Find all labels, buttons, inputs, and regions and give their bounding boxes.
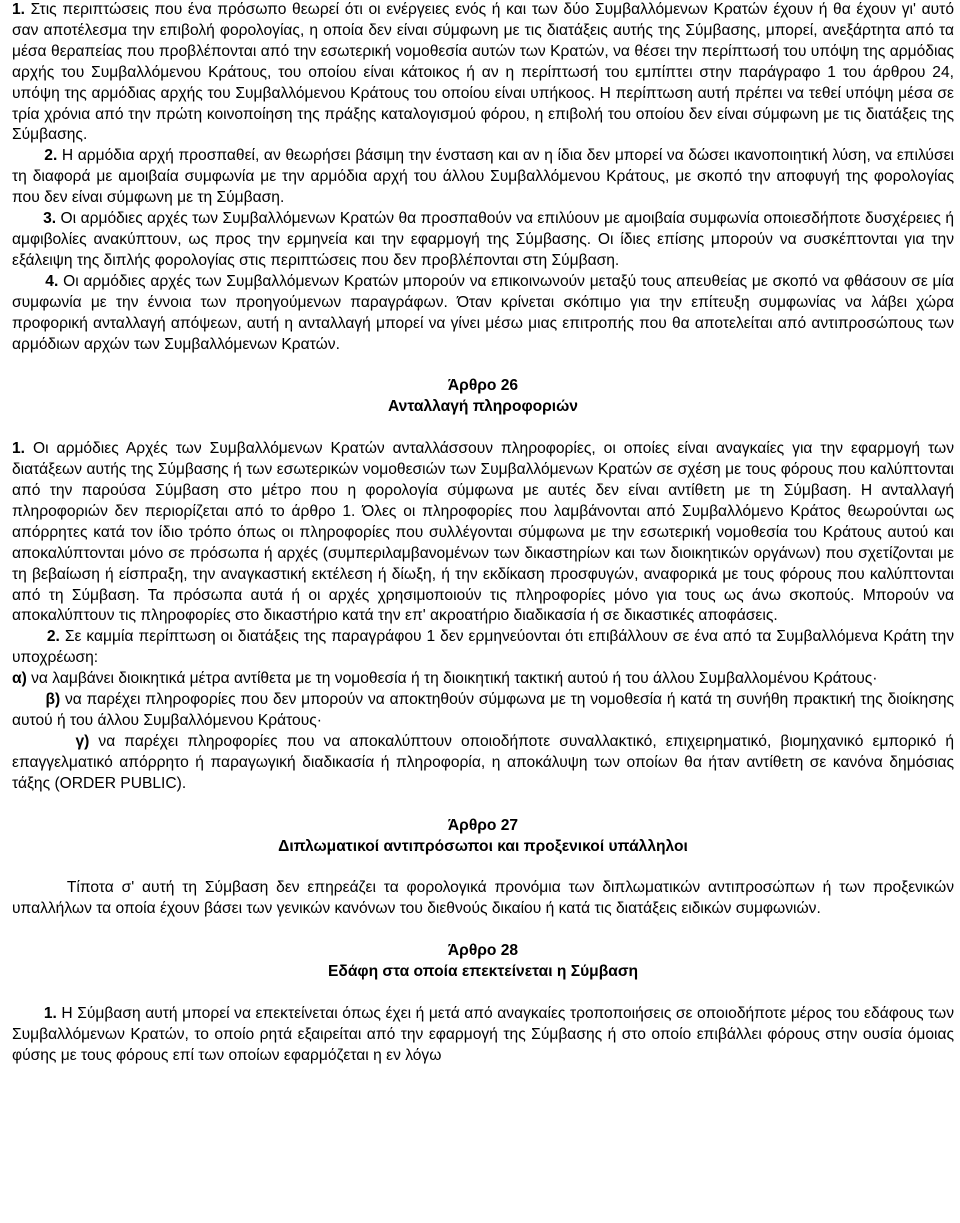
para-number: 1. [43,1005,57,1023]
para-text: Οι αρμόδιες αρχές των Συμβαλλόμενων Κρατών μπορούν να επικοινωνούν μεταξύ τους απευθείας με σκοπό να φθάσουν σε μία συμφωνία με την έννοια των προηγούμενων παραγράφων. Όταν κρίνεται σκόπιμο για την επίτευξη συμφωνίας να λάβει χώρα προφορική ανταλλαγή απόψεων, αυτή η ανταλλαγή μπορεί να γίνει μέσω μιας επιτροπής που θα αποτελείται από αντιπροσώπους των αρμόδιων αρχών των Συμβαλλόμενων Κρατών. [12,272,954,353]
para-number: 1. [12,440,26,458]
art25-para-4 [12,272,954,356]
item-text: να παρέχει πληροφορίες που δεν μπορούν να αποκτηθούν σύμφωνα με τη νομοθεσία ή κατά τη συνήθη πρακτική της διοίκησης αυτού ή του άλλου Συμβαλλόμενου Κράτους· [12,691,955,729]
spacer [12,418,954,439]
para-number: 2. [44,147,58,165]
para-text: Οι αρμόδιες αρχές των Συμβαλλόμενων Κρατών θα προσπαθούν να επιλύουν με αμοιβαία συμφωνία οποιεσδήποτε δυσχέρειες ή αμφιβολίες ανακύπτουν, ως προς την ερμηνεία και την εφαρμογή της Σύμβασης. Οι ίδιες επίσης μπορούν να συσκέπτονται για την εξάλειψη της διπλής φορολογίας στις περιπτώσεις που δεν προβλέπονται στη Σύμβαση. [12,210,954,269]
art25-para-2 [12,146,954,209]
spacer [12,983,954,1004]
article-26-title: Άρθρο 26 [447,377,519,395]
spacer [12,355,954,376]
article-28-subtitle: Εδάφη στα οποία επεκτείνεται η Σύμβαση [327,963,639,981]
art28-para-1 [12,1004,954,1067]
art26-item-b [12,690,954,732]
para-text: Η Σύμβαση αυτή μπορεί να επεκτείνεται όπως έχει ή μετά από αναγκαίες τροποποιήσεις σε οποιοδήποτε μέρος του εδάφους των Συμβαλλόμενων Κρατών, το οποίο ρητά εξαιρείται από την εφαρμογή της Σύμβασης ή στο οποίο επιβάλλει φόρους στην ουσία όμοιας φύσης με τους φόρους επί των οποίων εφαρμόζεται η εν λόγω [12,1005,954,1064]
art26-item-c [12,732,954,795]
para-number: 3. [43,210,57,228]
para-text: Η αρμόδια αρχή προσπαθεί, αν θεωρήσει βάσιμη την ένσταση και αν η ίδια δεν μπορεί να δώσει ικανοποιητική λύση, να επιλύσει τη διαφορά με αμοιβαία συμφωνία με την αρμόδια αρχή του άλλου Συμβαλλόμενου Κράτους, με σκοπό την αποφυγή της φορολογίας που δεν είναι σύμφωνη με τη Σύμβαση. [12,147,954,207]
art25-para-1 [12,0,954,146]
art27-text [12,878,954,920]
art25-para-3 [12,209,954,272]
para-text: Τίποτα σ' αυτή τη Σύμβαση δεν επηρεάζει τα φορολογικά προνόμια των διπλωματικών αντιπροσώπων ή των προξενικών υπαλλήλων τα οποία έχουν βάσει των γενικών κανόνων του διεθνούς δικαίου ή κατά τις διατάξεις ειδικών συμφωνιών. [12,879,954,918]
para-text: Σε καμμία περίπτωση οι διατάξεις της παραγράφου 1 δεν ερμηνεύονται ότι επιβάλλουν σε ένα από τα Συμβαλλόμενα Κράτη την υποχρέωση: [12,628,954,667]
item-label: α) [12,670,27,688]
para-number: 4. [45,272,59,290]
item-label: γ) [75,732,90,750]
spacer [12,920,954,941]
art26-para-2 [12,627,954,669]
art26-item-a [12,669,954,690]
spacer [12,857,954,878]
para-number: 1. [12,1,26,18]
article-26-subtitle: Ανταλλαγή πληροφοριών [388,398,578,416]
art26-para-1 [12,439,954,627]
article-27-subtitle: Διπλωματικοί αντιπρόσωποι και προξενικοί υπάλληλοι [278,837,688,855]
item-label: β) [45,691,61,709]
spacer [12,795,954,816]
item-text: να παρέχει πληροφορίες που να αποκαλύπτουν οποιοδήποτε συναλλακτικό, επιχειρηματικό, βιομηχανικό εμπορικό ή επαγγελματικό απόρρητο ή παραγωγική διαδικασία ή πληροφορία, η αποκάλυψη των οποίων θα ήταν αντίθετη σε κανόνα δημόσιας τάξης (ORDER PUBLIC). [12,732,955,792]
article-28-title: Άρθρο 28 [447,942,519,960]
article-27-title: Άρθρο 27 [447,816,519,834]
para-number: 2. [46,628,60,646]
item-text: να λαμβάνει διοικητικά μέτρα αντίθετα με τη νομοθεσία ή τη διοικητική τακτική αυτού ή του άλλου Συμβαλλομένου Κράτους· [26,670,878,688]
para-text: Οι αρμόδιες Αρχές των Συμβαλλόμενων Κρατών ανταλλάσσουν πληροφορίες, οι οποίες είναι αναγκαίες για την εφαρμογή των διατάξεων αυτής της Σύμβασης ή των εσωτερικών νομοθεσιών των Συμβαλλόμενων Κρατών σε σχέση με τους φόρους που καλύπτονται από την παρούσα Σύμβαση στο μέτρο που η φορολογία σύμφωνα με αυτές δεν είναι αντίθετη με τη Σύμβαση. Η ανταλλαγή πληροφοριών δεν περιορίζεται από το άρθρο 1. Όλες οι πληροφορίες που λαμβάνονται από Συμβαλλόμενο Κράτος θεωρούνται ως απόρρητες κατά τον ίδιο τρόπο όπως οι πληροφορίες που συλλέγονται σύμφωνα με την εσωτερική νομοθεσία του Κράτους αυτού και αποκαλύπτονται μόνο σε πρόσωπα ή αρχές (συμπεριλαμβανομένων των δικαστηρίων και των διοικητικών οργάνων) που σχετίζονται με τη βεβαίωση ή είσπραξη, την αναγκαστική εκτέλεση ή δίωξη, ή την εκδίκαση προσφυγών, αναφορικά με τους φόρους που καλύπτονται από τη Σύμβαση. Τα πρόσωπα αυτά ή οι αρχές χρησιμοποιούν τις πληροφορίες μόνο για τους ως άνω σκοπούς. Μπορούν να αποκαλύπτουν τις πληροφορίες στο δικαστήριο κατά την επ' ακροατήριο διαδικασία ή σε δικαστικές αποφάσεις. [12,440,954,625]
para-text: Στις περιπτώσεις που ένα πρόσωπο θεωρεί ότι οι ενέργειες ενός ή και των δύο Συμβαλλόμενων Κρατών έχουν ή θα έχουν γι' αυτό σαν αποτέλεσμα την επιβολή φορολογίας, η οποία δεν είναι σύμφωνη με τις διατάξεις αυτής της Σύμβασης, μπορεί, ανεξάρτητα από τα μέσα θεραπείας που προβλέπονται από την εσωτερική νομοθεσία αυτών των Κρατών, να θέσει την περίπτωσή του υπόψη της αρμόδιας αρχής του Συμβαλλόμενου Κράτους, του οποίου είναι κάτοικος ή αν η περίπτωσή του εμπίπτει στην παράγραφο 1 του άρθρου 24, υπόψη της αρμόδιας αρχής του Συμβαλλόμενου Κράτους του οποίου είναι υπήκοος. Η περίπτωση αυτή πρέπει να τεθεί υπόψη μέσα σε τρία χρόνια από την πρώτη κοινοποίηση της πράξης καταλογισμού φόρου, η επιβολή του οποίου δεν είναι σύμφωνη με τις διατάξεις της Σύμβασης. [12,1,954,144]
